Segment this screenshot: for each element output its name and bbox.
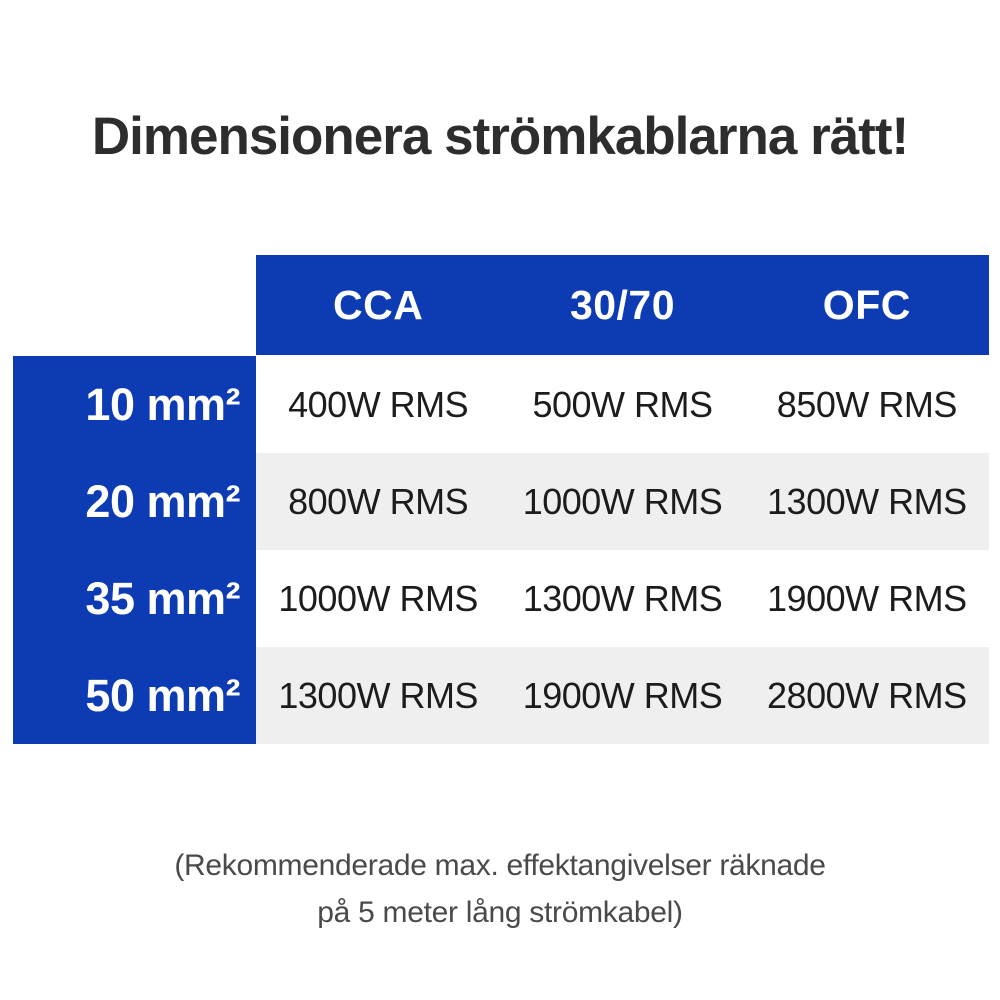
table-row-header-column bbox=[13, 356, 256, 744]
table-header-row bbox=[256, 255, 989, 355]
cell-value: 1900W RMS bbox=[522, 674, 723, 716]
cell-value: 1000W RMS bbox=[278, 577, 478, 619]
footer-note bbox=[0, 842, 1000, 936]
cell-value: 1900W RMS bbox=[767, 577, 967, 619]
column-header-30-70: 30/70 bbox=[569, 281, 676, 328]
column-header-cca: CCA bbox=[333, 281, 424, 328]
cell-value: 500W RMS bbox=[532, 383, 713, 425]
cell-value: 1000W RMS bbox=[522, 480, 723, 522]
cell-value: 1300W RMS bbox=[278, 674, 478, 716]
cell-value: 800W RMS bbox=[288, 480, 469, 522]
table-row bbox=[256, 453, 989, 550]
table-row bbox=[256, 550, 989, 647]
page-title: Dimensionera strömkablarna rätt! bbox=[91, 107, 909, 166]
table-data-grid bbox=[256, 356, 989, 744]
table-row bbox=[256, 356, 989, 453]
row-label-10mm2: 10 mm² bbox=[85, 378, 240, 430]
cell-value: 2800W RMS bbox=[767, 674, 967, 716]
table-row bbox=[256, 647, 989, 744]
cell-value: 1300W RMS bbox=[767, 480, 967, 522]
cell-value: 400W RMS bbox=[288, 383, 469, 425]
footer-note-line2: på 5 meter lång strömkabel) bbox=[317, 896, 683, 929]
cell-value: 1300W RMS bbox=[522, 577, 723, 619]
footer-note-line1: (Rekommenderade max. effektangivelser räknade bbox=[174, 849, 826, 882]
row-label-50mm2: 50 mm² bbox=[85, 669, 240, 721]
cell-value: 850W RMS bbox=[776, 383, 957, 425]
row-label-20mm2: 20 mm² bbox=[85, 475, 240, 527]
row-label-35mm2: 35 mm² bbox=[85, 572, 240, 624]
column-header-ofc: OFC bbox=[822, 281, 911, 328]
